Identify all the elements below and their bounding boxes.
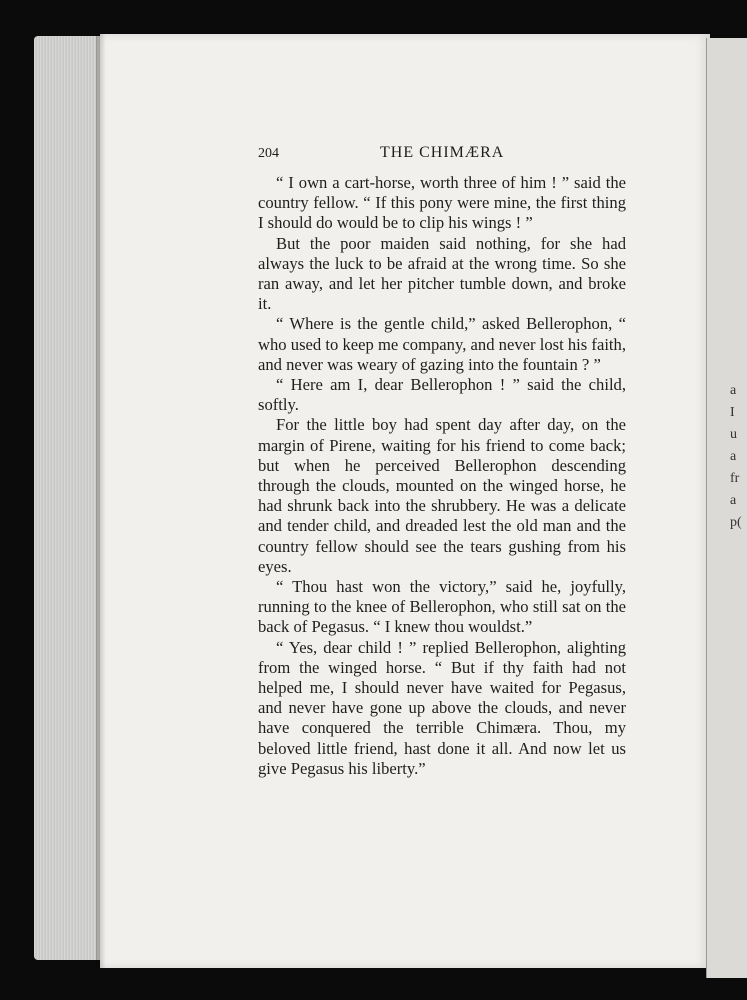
fragment: a bbox=[730, 383, 737, 398]
paragraph: “ Thou hast won the victory,” said he, joyfully, running to the knee of Bellerophon, who still sat on the back of Pegasus. “ I knew thou wouldst.” bbox=[258, 577, 626, 637]
gutter-shadow bbox=[96, 34, 106, 968]
fragment: fr bbox=[730, 471, 740, 486]
fragment: a bbox=[730, 493, 737, 508]
paragraph: “ Here am I, dear Bellerophon ! ” said the child, softly. bbox=[258, 375, 626, 415]
body-text bbox=[258, 173, 626, 779]
fragment: u bbox=[730, 427, 737, 442]
page-edges bbox=[34, 36, 100, 960]
fragment: p( bbox=[730, 515, 742, 530]
running-head bbox=[258, 144, 628, 164]
fragment: a bbox=[730, 449, 737, 464]
facing-page-fragments bbox=[730, 380, 742, 534]
paragraph: “ Yes, dear child ! ” replied Bellerophon, alighting from the winged horse. “ But if thy faith had not helped me, I should never have waited for Pegasus, and never have gone up above the clouds, and never have conquered the terrible Chimæra. Thou, my beloved little friend, hast done it all. And now let us give Pegasus his liberty.” bbox=[258, 637, 626, 778]
paragraph: But the poor maiden said nothing, for she had always the luck to be afraid at the wrong time. So she ran away, and let her pitcher tumble down, and broke it. bbox=[258, 233, 626, 314]
page-number: 204 bbox=[258, 146, 279, 161]
fragment: I bbox=[730, 405, 735, 420]
paragraph: “ I own a cart-horse, worth three of him ! ” said the country fellow. “ If this pony were mine, the first thing I should do would be to clip his wings ! ” bbox=[258, 173, 626, 233]
paragraph: “ Where is the gentle child,” asked Bellerophon, “ who used to keep me company, and never lost his faith, and never was weary of gazing into the fountain ? ” bbox=[258, 314, 626, 374]
chapter-title: THE CHIMÆRA bbox=[380, 144, 505, 161]
paragraph: For the little boy had spent day after day, on the margin of Pirene, waiting for his friend to come back; but when he perceived Bellerophon descending through the clouds, mounted on the winged horse, he had shrunk back into the shrubbery. He was a delicate and tender child, and dreaded lest the old man and the country fellow should see the tears gushing from his eyes. bbox=[258, 415, 626, 576]
